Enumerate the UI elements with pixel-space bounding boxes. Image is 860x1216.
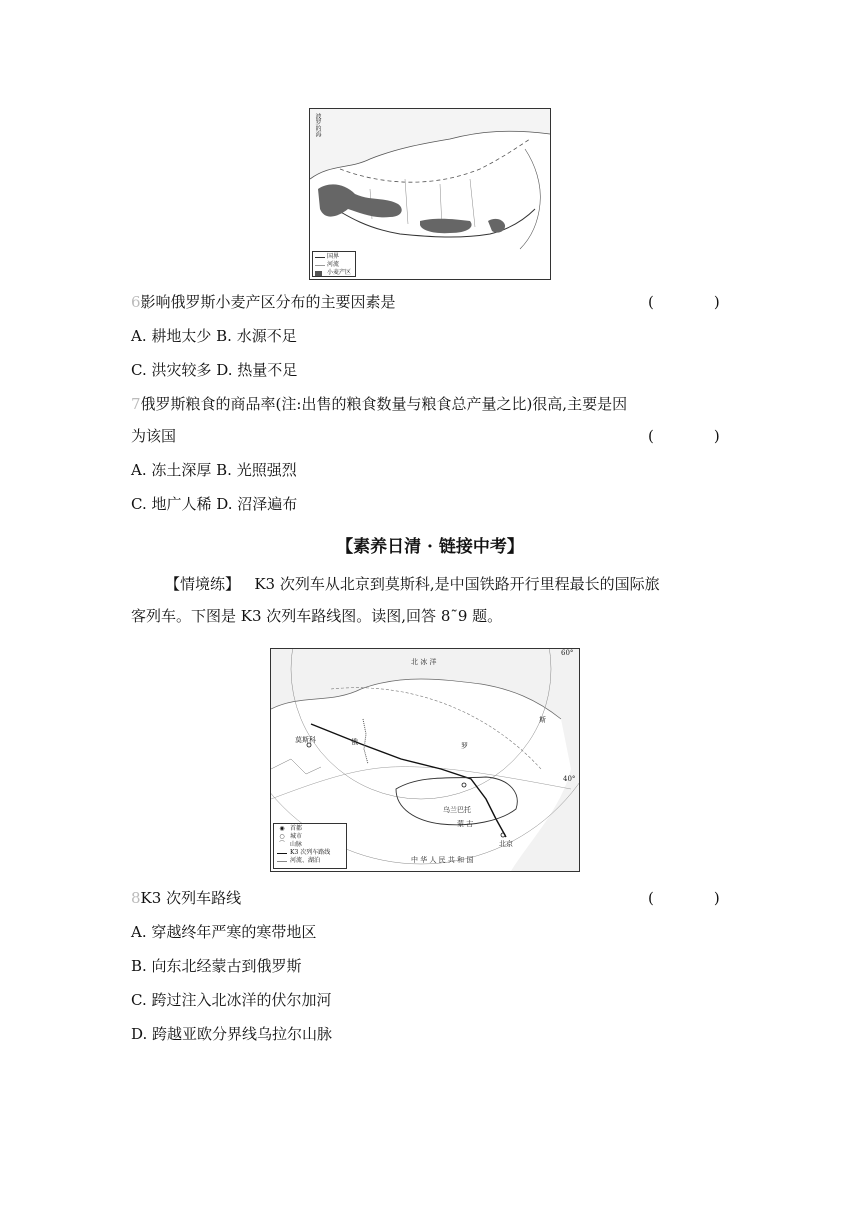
map1-legend — [312, 251, 356, 277]
map2-label-lat1: 60° — [561, 649, 574, 657]
map2-label-russia-3: 斯 — [539, 716, 546, 724]
answer-paren[interactable]: ( ) — [648, 427, 720, 445]
river-icon — [315, 265, 325, 266]
map2-label-ocean: 北 冰 洋 — [411, 658, 437, 666]
mountain-icon: ⌒ — [278, 841, 285, 848]
railway-icon — [277, 853, 287, 854]
answer-paren[interactable]: ( ) — [648, 293, 720, 311]
question-7-stem: 7俄罗斯粮食的商品率(注:出售的粮食数量与粮食总产量之比)很高,主要是因 — [131, 395, 628, 413]
legend-row: 河流 — [315, 261, 353, 269]
option-line: B. 向东北经蒙古到俄罗斯 — [131, 957, 302, 975]
option-line: A. 冻土深厚 B. 光照强烈 — [131, 461, 297, 479]
option-line: C. 地广人稀 D. 沼泽遍布 — [131, 495, 298, 513]
lake-icon — [277, 861, 287, 862]
map2-label-russia-1: 俄 — [351, 738, 358, 746]
answer-paren[interactable]: ( ) — [648, 889, 720, 907]
map2-label-russia-2: 罗 — [461, 742, 468, 750]
context-tag: 【情境练】 — [165, 575, 241, 593]
legend-row: ◉ 首都 — [277, 825, 343, 833]
question-number: 6 — [131, 293, 141, 311]
map2-label-china: 中 华 人 民 共 和 国 — [411, 856, 474, 864]
question-6-stem: 6影响俄罗斯小麦产区分布的主要因素是 — [131, 293, 396, 311]
legend-row: 小麦产区 — [315, 269, 353, 277]
k3-route-map — [270, 648, 580, 872]
box-icon — [315, 271, 322, 276]
question-number: 8 — [131, 889, 141, 907]
context-line-2: 客列车。下图是 K3 次列车路线图。读图,回答 8˜9 题。 — [131, 607, 503, 625]
legend-row: ⌒ 山脉 — [278, 841, 303, 848]
map2-label-ulaanbaatar: 乌兰巴托 — [443, 806, 471, 814]
option-line: A. 耕地太少 B. 水源不足 — [131, 327, 297, 345]
context-line-1: 【情境练】 K3 次列车从北京到莫斯科,是中国铁路开行里程最长的国际旅 — [165, 575, 660, 593]
option-line: C. 跨过注入北冰洋的伏尔加河 — [131, 991, 332, 1009]
option-line: C. 洪灾较多 D. 热量不足 — [131, 361, 298, 379]
legend-row: K3 次列车路线 — [277, 849, 343, 857]
capital-icon: ◉ — [279, 825, 285, 832]
map2-label-moscow: 莫斯科 — [295, 736, 316, 744]
map2-legend — [273, 823, 347, 869]
line-icon — [315, 257, 325, 258]
section-title: 【素养日清 · 链接中考】 — [336, 537, 524, 557]
legend-row: ○ 城市 — [277, 833, 343, 841]
option-line: D. 跨越亚欧分界线乌拉尔山脉 — [131, 1025, 333, 1043]
map1-corner-label: 波罗的海 — [314, 113, 321, 137]
legend-row: 国界 — [315, 253, 353, 261]
city-icon: ○ — [279, 833, 285, 840]
map2-label-mongolia: 蒙 古 — [457, 820, 474, 828]
legend-row: 河流、湖泊 — [277, 857, 343, 865]
wheat-map — [309, 108, 551, 280]
map2-label-lat2: 40° — [563, 775, 576, 783]
question-8-stem: 8K3 次列车路线 — [131, 889, 242, 907]
question-number: 7 — [131, 395, 141, 413]
option-line: A. 穿越终年严寒的寒带地区 — [131, 923, 317, 941]
question-7-stem-cont: 为该国 — [131, 427, 177, 445]
map2-label-beijing: 北京 — [499, 840, 513, 848]
